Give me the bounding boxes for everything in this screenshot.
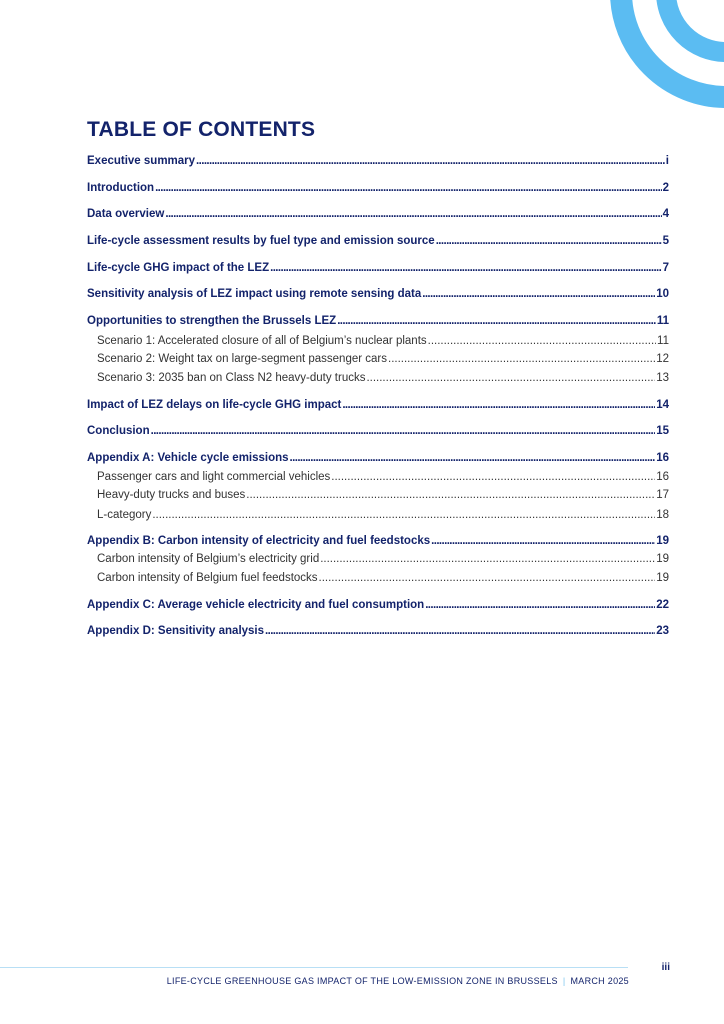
toc-entry-label: Life-cycle assessment results by fuel type and emission source xyxy=(87,235,435,247)
toc-entry-label: Appendix C: Average vehicle electricity and fuel consumption xyxy=(87,599,425,611)
toc-entry-page: 16 xyxy=(656,452,669,464)
dot-leader xyxy=(320,553,655,565)
toc-entry-label: Impact of LEZ delays on life-cycle GHG impact xyxy=(87,399,342,411)
toc-entry[interactable] xyxy=(87,182,669,194)
dot-leader xyxy=(436,235,662,247)
dot-leader xyxy=(331,471,655,483)
toc-entry-label: L-category xyxy=(97,509,152,521)
toc-entry-page: 23 xyxy=(656,625,669,637)
report-date: MARCH 2025 xyxy=(570,976,629,986)
toc-entry[interactable] xyxy=(87,262,669,274)
toc-entry[interactable] xyxy=(87,315,669,327)
toc-entry-label: Appendix B: Carbon intensity of electricity and fuel feedstocks xyxy=(87,535,431,547)
dot-leader xyxy=(337,315,656,327)
dot-leader xyxy=(342,399,655,411)
dot-leader xyxy=(428,335,656,347)
page-number: iii xyxy=(661,962,670,973)
toc-entry[interactable] xyxy=(87,452,669,464)
toc-entry-page: 7 xyxy=(662,262,669,274)
dot-leader xyxy=(155,182,662,194)
toc-entry-page: 19 xyxy=(656,572,669,584)
dot-leader xyxy=(425,599,655,611)
running-footer xyxy=(167,976,629,986)
toc-subentry[interactable] xyxy=(87,353,669,365)
dot-leader xyxy=(151,425,656,437)
toc-entry[interactable] xyxy=(87,425,669,437)
toc-entry-label: Scenario 2: Weight tax on large-segment passenger cars xyxy=(97,353,387,365)
toc-entry-label: Carbon intensity of Belgium fuel feedstocks xyxy=(97,572,318,584)
decorative-arc-graphic xyxy=(604,0,724,115)
toc-entry[interactable] xyxy=(87,208,669,220)
toc-entry-page: 13 xyxy=(656,372,669,384)
dot-leader xyxy=(290,452,656,464)
toc-entry-page: 4 xyxy=(662,208,669,220)
toc-entry-label: Conclusion xyxy=(87,425,150,437)
toc-subentry[interactable] xyxy=(87,509,669,521)
dot-leader xyxy=(422,288,655,300)
dot-leader xyxy=(196,155,665,167)
toc-entry[interactable] xyxy=(87,155,669,167)
toc-entry-page: 10 xyxy=(656,288,669,300)
toc-entry-page: 11 xyxy=(656,315,669,327)
toc-entry-page: i xyxy=(665,155,669,167)
toc-entry-label: Opportunities to strengthen the Brussels LEZ xyxy=(87,315,337,327)
toc-entry[interactable] xyxy=(87,288,669,300)
toc-entry-page: 2 xyxy=(662,182,669,194)
toc-entry[interactable] xyxy=(87,625,669,637)
toc-subentry[interactable] xyxy=(87,553,669,565)
toc-entry-label: Scenario 3: 2035 ban on Class N2 heavy-duty trucks xyxy=(97,372,366,384)
footer-divider xyxy=(0,967,628,968)
toc-entry-label: Passenger cars and light commercial vehicles xyxy=(97,471,331,483)
toc-entry-page: 22 xyxy=(656,599,669,611)
toc-entry-label: Appendix A: Vehicle cycle emissions xyxy=(87,452,289,464)
toc-entry-label: Introduction xyxy=(87,182,155,194)
toc-entry[interactable] xyxy=(87,599,669,611)
toc-entry-page: 14 xyxy=(656,399,669,411)
toc-entry-page: 17 xyxy=(656,489,669,501)
toc-entry-page: 11 xyxy=(657,335,669,347)
dot-leader xyxy=(246,489,655,501)
toc-subentry[interactable] xyxy=(87,372,669,384)
toc-entry-page: 19 xyxy=(656,553,669,565)
toc-entry[interactable] xyxy=(87,235,669,247)
dot-leader xyxy=(165,208,661,220)
toc-subentry[interactable] xyxy=(87,572,669,584)
toc-entry-page: 15 xyxy=(656,425,669,437)
toc-entry-page: 16 xyxy=(656,471,669,483)
toc-entry-label: Sensitivity analysis of LEZ impact using remote sensing data xyxy=(87,288,422,300)
toc-subentry[interactable] xyxy=(87,335,669,347)
toc-entry-page: 18 xyxy=(656,509,669,521)
toc-entry-label: Scenario 1: Accelerated closure of all of Belgium’s nuclear plants xyxy=(97,335,427,347)
dot-leader xyxy=(152,509,655,521)
toc-subentry[interactable] xyxy=(87,471,669,483)
page-title: TABLE OF CONTENTS xyxy=(87,118,316,141)
toc-entry-page: 19 xyxy=(656,535,669,547)
toc-subentry[interactable] xyxy=(87,489,669,501)
toc-entry-page: 12 xyxy=(656,353,669,365)
dot-leader xyxy=(431,535,655,547)
toc-entry[interactable] xyxy=(87,399,669,411)
toc-entry-label: Appendix D: Sensitivity analysis xyxy=(87,625,265,637)
dot-leader xyxy=(265,625,655,637)
toc-entry-label: Executive summary xyxy=(87,155,196,167)
toc-entry-label: Heavy-duty trucks and buses xyxy=(97,489,246,501)
dot-leader xyxy=(319,572,656,584)
dot-leader xyxy=(388,353,655,365)
report-title: LIFE-CYCLE GREENHOUSE GAS IMPACT OF THE LOW-EMISSION ZONE IN BRUSSELS xyxy=(166,976,558,986)
dot-leader xyxy=(366,372,655,384)
dot-leader xyxy=(270,262,661,274)
toc-entry-label: Carbon intensity of Belgium’s electricity grid xyxy=(97,553,320,565)
toc-entry[interactable] xyxy=(87,535,669,547)
footer-separator: | xyxy=(562,976,566,986)
toc-entry-page: 5 xyxy=(662,235,669,247)
toc-entry-label: Life-cycle GHG impact of the LEZ xyxy=(87,262,270,274)
toc-entry-label: Data overview xyxy=(87,208,165,220)
